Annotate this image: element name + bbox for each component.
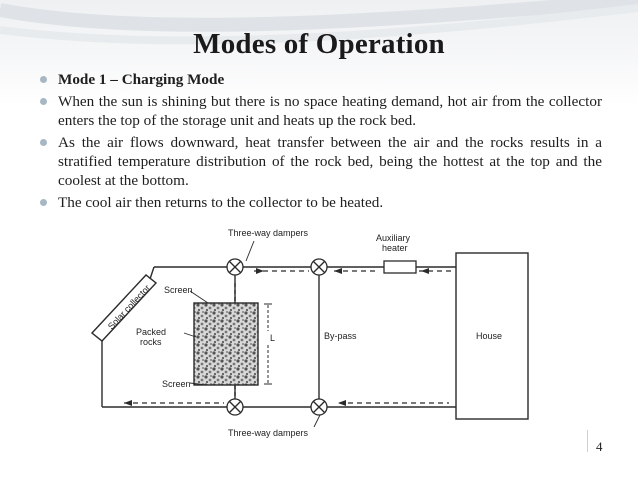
label-packed-rocks-line2: rocks [140,337,162,347]
bullet-item [40,92,602,130]
rock-bed-storage-diagram [84,223,536,441]
label-house: House [476,331,503,341]
damper-icon [311,259,327,275]
diagram-svg [84,223,536,441]
label-three-way-dampers-top: Three-way dampers [228,228,309,238]
label-auxiliary-line2: heater [382,243,408,253]
bullet-dot-icon [40,76,47,83]
bullet-dot-icon [40,139,47,146]
damper-icon [227,259,243,275]
bullet-item [40,133,602,190]
bullet-item [40,193,602,212]
bullet-text: When the sun is shining but there is no space heating demand, hot air from the collector enters the top of the storage unit and heats up the rock bed. [58,93,602,129]
rock-bed [194,303,258,385]
page-number-divider [587,430,588,452]
bullet-text: Mode 1 – Charging Mode [58,71,225,88]
page-number: 4 [596,439,603,454]
label-screen-top: Screen [164,285,193,295]
damper-icon [227,399,243,415]
bullet-item [40,70,602,89]
bullet-text: As the air flows downward, heat transfer between the air and the rocks results in a stratified temperature distribution of the rock bed, being the hottest at the top and the coolest at the bottom. [58,134,602,189]
slide-title: Modes of Operation [193,28,445,60]
label-bypass: By-pass [324,331,357,341]
bullet-text: The cool air then returns to the collector to be heated. [58,194,384,211]
label-auxiliary-line1: Auxiliary [376,233,411,243]
bullet-dot-icon [40,199,47,206]
label-three-way-dampers-bottom: Three-way dampers [228,428,309,438]
svg-text:Solar collector: Solar collector [105,282,153,332]
bullet-dot-icon [40,98,47,105]
label-length: L [270,333,276,343]
damper-icon [311,399,327,415]
auxiliary-heater [384,261,416,273]
label-screen-bottom: Screen [162,379,191,389]
bullet-list [40,70,602,215]
label-packed-rocks-line1: Packed [136,327,167,337]
